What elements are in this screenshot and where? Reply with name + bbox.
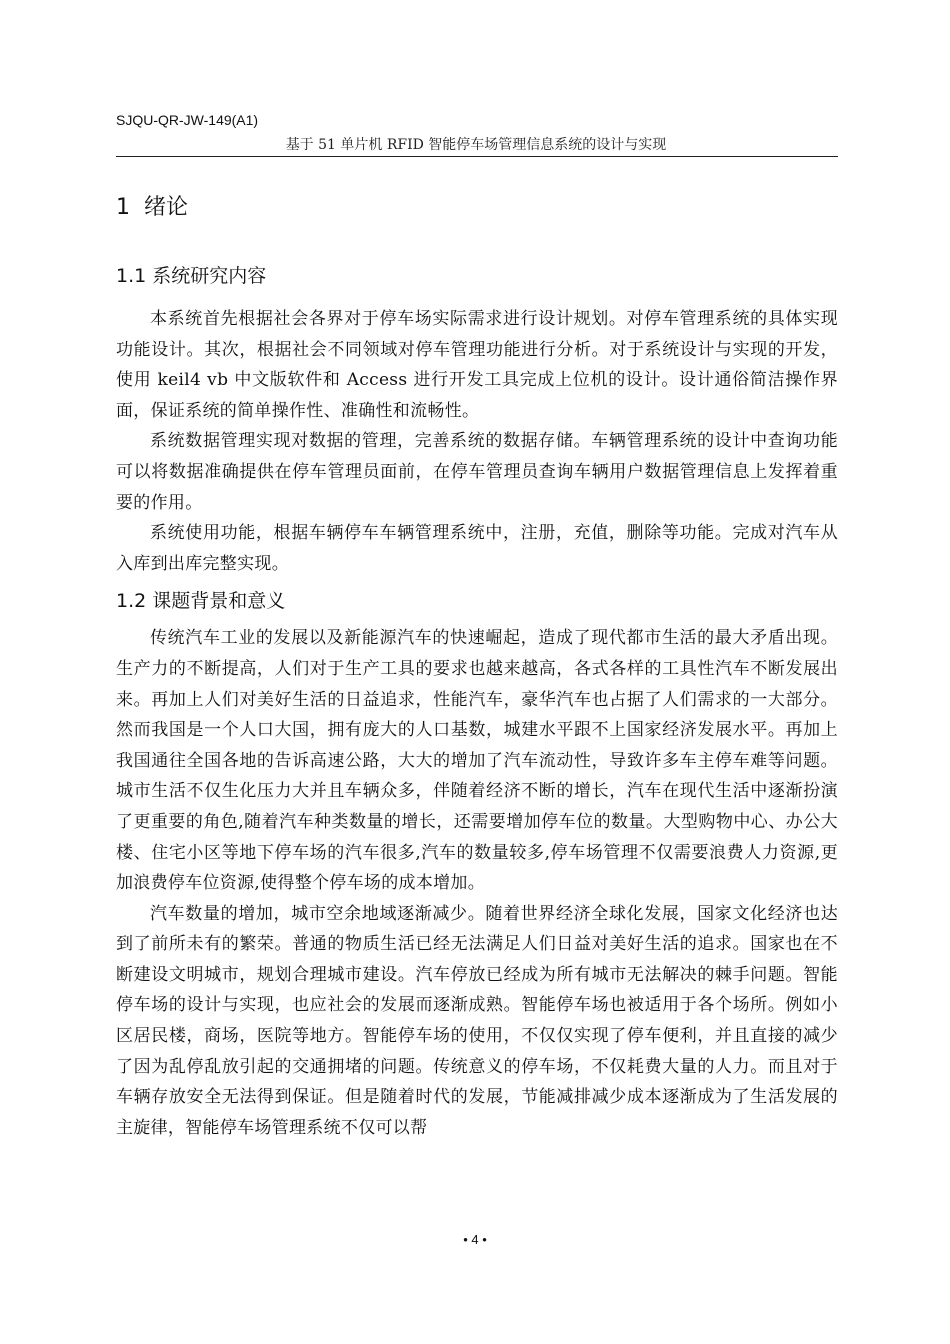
chapter-heading [116,190,838,226]
paragraph: 汽车数量的增加，城市空余地域逐渐减少。随着世界经济全球化发展，国家文化经济也达到了前所未有的繁荣。普通的物质生活已经无法满足人们日益对美好生活的追求。国家也在不断建设文明城市，规划合理城市建设。汽车停放已经成为所有城市无法解决的棘手问题。智能停车场的设计与实现，也应社会的发展而逐渐成熟。智能停车场也被适用于各个场所。例如小区居民楼，商场，医院等地方。智能停车场的使用，不仅仅实现了停车便利，并且直接的减少了因为乱停乱放引起的交通拥堵的问题。传统意义的停车场，不仅耗费大量的人力。而且对于车辆存放安全无法得到保证。但是随着时代的发展，节能减排减少成本逐渐成为了生活发展的主旋律，智能停车场管理系统不仅可以帮 [116,903,838,1138]
running-header-title: 基于 51 单片机 RFID 智能停车场管理信息系统的设计与实现 [285,137,667,153]
header-divider [116,156,838,157]
paragraph: 系统数据管理实现对数据的管理，完善系统的数据存储。车辆管理系统的设计中查询功能可以将数据准确提供在停车管理员面前，在停车管理员查询车辆用户数据管理信息上发挥着重要的作用。 [116,431,838,513]
section-number: 1.2 [116,590,147,613]
paragraph: 传统汽车工业的发展以及新能源汽车的快速崛起，造成了现代都市生活的最大矛盾出现。生产力的不断提高，人们对于生产工具的要求也越来越高，各式各样的工具性汽车不断发展出来。再加上人们对美好生活的日益追求，性能汽车，豪华汽车也占据了人们需求的一大部分。然而我国是一个人口大国，拥有庞大的人口基数，城建水平跟不上国家经济发展水平。再加上我国通往全国各地的告诉高速公路，大大的增加了汽车流动性，导致许多车主停车难等问题。城市生活不仅生化压力大并且车辆众多，伴随着经济不断的增长，汽车在现代生活中逐渐扮演了更重要的角色,随着汽车种类数量的增长，还需要增加停车位的数量。大型购物中心、办公大楼、住宅小区等地下停车场的汽车很多,汽车的数量较多,停车场管理不仅需要浪费人力资源,更加浪费停车位资源,使得整个停车场的成本增加。 [116,628,838,894]
page-content [116,190,838,1143]
chapter-title: 绪论 [144,195,189,220]
document-code: SJQU-QR-JW-149(A1) [116,112,259,128]
chapter-number: 1 [116,195,130,220]
section-number: 1.1 [116,265,147,287]
section-heading-1-1 [116,260,838,292]
section-heading-1-2 [116,585,838,617]
section-title: 系统研究内容 [152,265,267,287]
section-title: 课题背景和意义 [152,590,286,613]
page-number: • 4 • [463,1232,487,1247]
paragraph: 本系统首先根据社会各界对于停车场实际需求进行设计规划。对停车管理系统的具体实现功能设计。其次，根据社会不同领域对停车管理功能进行分析。对于系统设计与实现的开发，使用 keil4 vb 中文版软件和 Access 进行开发工具完成上位机的设计。设计通俗简洁操作界面，保证系统的简单操作性、准确性和流畅性。 [116,309,838,421]
paragraph: 系统使用功能，根据车辆停车车辆管理系统中，注册，充值，删除等功能。完成对汽车从入库到出库完整实现。 [116,523,838,574]
